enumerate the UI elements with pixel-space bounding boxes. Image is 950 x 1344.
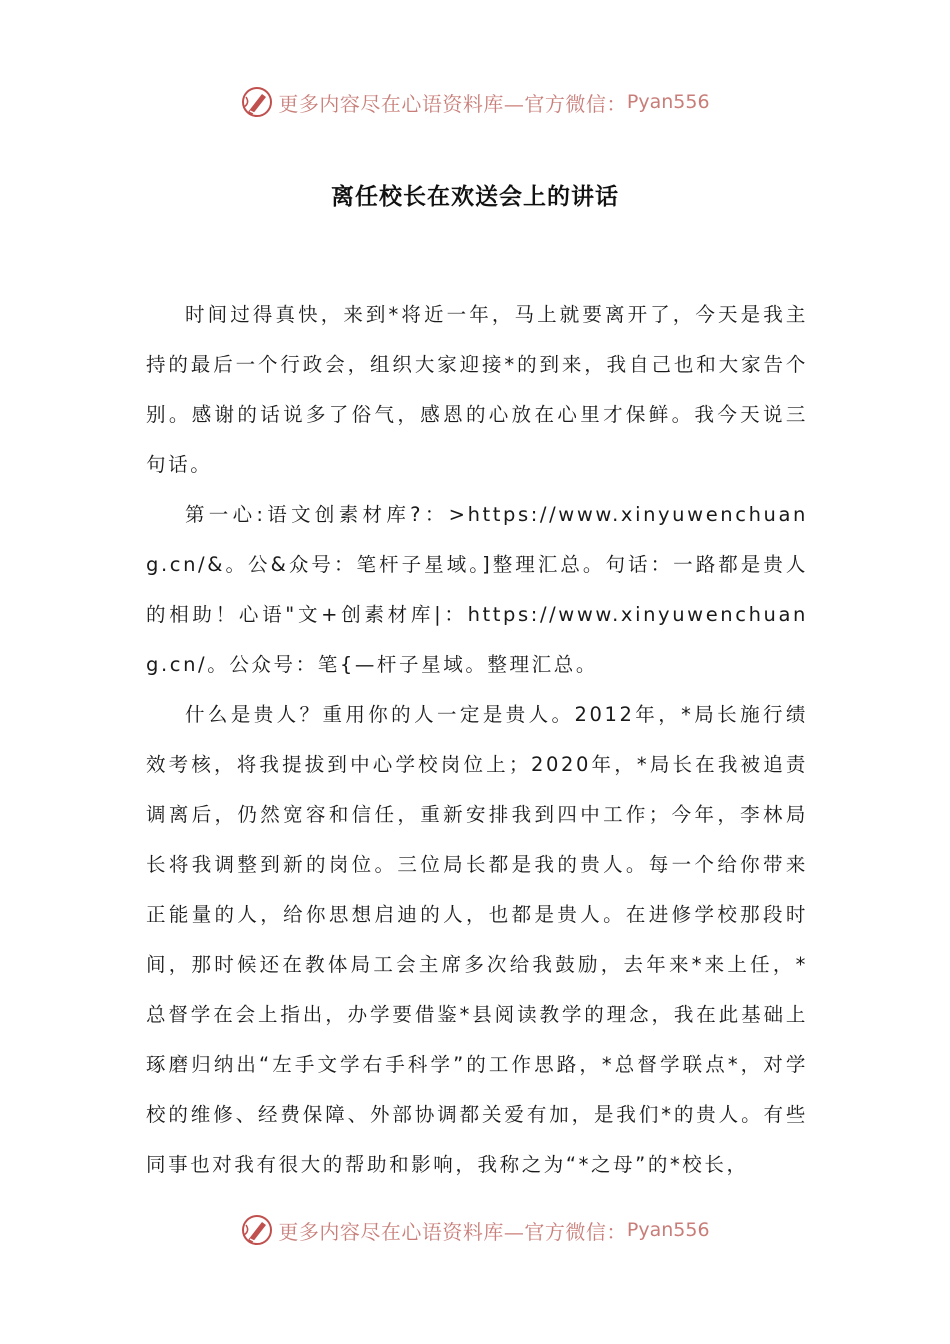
header-banner-text: 更多内容尽在心语资料库—官方微信： bbox=[278, 91, 627, 116]
footer-watermark-banner bbox=[0, 1210, 950, 1250]
paragraph: 第一心:语文创素材库?：>https://www.xinyuwenchuang.cn/&。公&众号：笔杆子星域。]整理汇总。句话：一路都是贵人的相助！心语"文+创素材库|：https://www.xinyuwenchuang.cn/。公众号：笔{—杆子星域。整理汇总。 bbox=[146, 503, 808, 676]
document-title: 离任校长在欢送会上的讲话 bbox=[331, 184, 619, 210]
pen-nib-circle-icon bbox=[240, 1213, 274, 1247]
paragraph: 什么是贵人？重用你的人一定是贵人。2012年，*局长施行绩效考核，将我提拔到中心学校岗位上；2020年，*局长在我被追责调离后，仍然宽容和信任，重新安排我到四中工作；今年，李林局长将我调整到新的岗位。三位局长都是我的贵人。每一个给你带来正能量的人，给你思想启迪的人，也都是贵人。在进修学校那段时间，那时候还在教体局工会主席多次给我鼓励，去年来*来上任，*总督学在会上指出，办学要借鉴*县阅读教学的理念，我在此基础上琢磨归纳出“左手文学右手科学”的工作思路，*总督学联点*，对学校的维修、经费保障、外部协调都关爱有加，是我们*的贵人。有些同事也对我有很大的帮助和影响，我称之为“*之母”的*校长， bbox=[146, 703, 808, 1176]
header-banner-wechat: Pyan556 bbox=[626, 91, 710, 113]
footer-banner-text: 更多内容尽在心语资料库—官方微信： bbox=[278, 1219, 627, 1244]
document-body bbox=[146, 290, 808, 1190]
footer-banner-wechat: Pyan556 bbox=[626, 1219, 710, 1241]
pen-nib-circle-icon bbox=[240, 85, 274, 119]
paragraph: 时间过得真快，来到*将近一年，马上就要离开了，今天是我主持的最后一个行政会，组织大家迎接*的到来，我自己也和大家告个别。感谢的话说多了俗气，感恩的心放在心里才保鲜。我今天说三句话。 bbox=[146, 303, 808, 476]
header-watermark-banner bbox=[0, 82, 950, 122]
